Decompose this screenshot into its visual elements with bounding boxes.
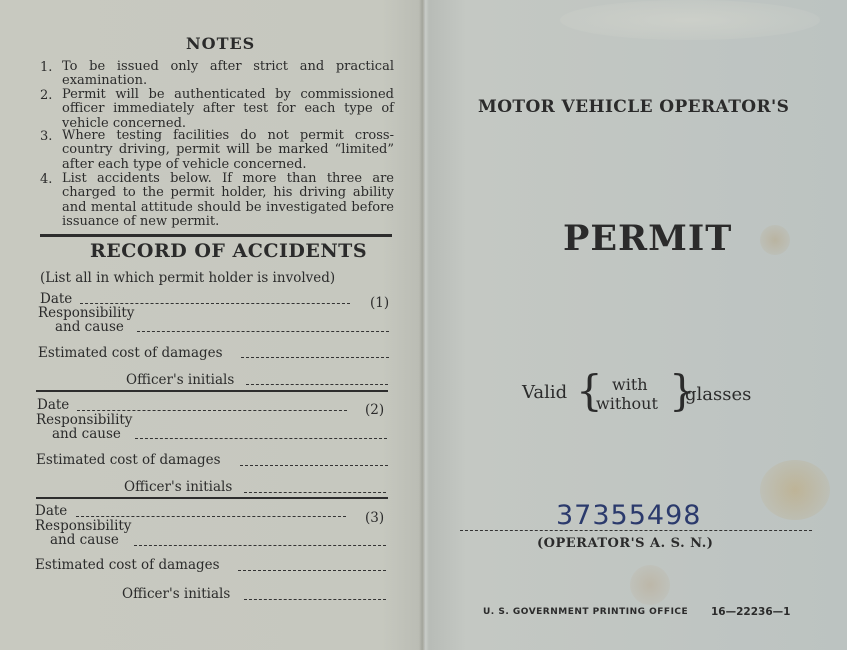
responsibility-label: Responsibility xyxy=(35,518,132,534)
initials-field[interactable] xyxy=(244,599,386,600)
note-text: Permit will be authenticated by commissioned officer immediately after test for each type of vehicle concerned. xyxy=(62,87,394,131)
initials-field[interactable] xyxy=(246,384,388,385)
printer-imprint: U. S. GOVERNMENT PRINTING OFFICE xyxy=(483,607,689,617)
entry-number: (3) xyxy=(365,510,385,526)
date-field[interactable] xyxy=(76,516,346,517)
cost-field[interactable] xyxy=(238,570,386,571)
glasses-label: glasses xyxy=(685,384,752,405)
cost-field[interactable] xyxy=(240,465,388,466)
paper-stain xyxy=(760,460,830,520)
notes-title: NOTES xyxy=(186,34,256,53)
paper-stain xyxy=(760,225,790,255)
cost-field[interactable] xyxy=(241,357,389,358)
responsibility-label: Responsibility xyxy=(38,305,135,321)
cost-label: Estimated cost of damages xyxy=(35,557,220,573)
entry-divider xyxy=(36,497,388,499)
date-label: Date xyxy=(40,291,73,307)
permit-title: PERMIT xyxy=(563,218,733,259)
responsibility-field[interactable] xyxy=(137,331,389,332)
initials-label: Officer's initials xyxy=(124,479,233,495)
date-field[interactable] xyxy=(77,410,347,411)
paper-stain xyxy=(630,565,670,605)
form-number: 16—22236—1 xyxy=(711,606,791,618)
without-option[interactable]: without xyxy=(596,394,658,413)
center-fold xyxy=(419,0,429,650)
left-brace-icon: { xyxy=(576,366,603,415)
date-label: Date xyxy=(35,503,68,519)
record-subtitle: (List all in which permit holder is involved) xyxy=(40,270,336,286)
entry-divider xyxy=(36,390,388,392)
note-text: Where testing facilities do not permit cross-country driving, permit will be marked “limited” after each type of vehicle concerned. xyxy=(62,128,394,172)
note-number: 2. xyxy=(40,88,53,103)
note-number: 1. xyxy=(40,60,53,75)
initials-label: Officer's initials xyxy=(126,372,235,388)
responsibility-field[interactable] xyxy=(135,438,387,439)
cost-label: Estimated cost of damages xyxy=(36,452,221,468)
date-label: Date xyxy=(37,397,70,413)
note-number: 4. xyxy=(40,172,53,187)
note-text: List accidents below. If more than three are charged to the permit holder, his driving ability and mental attitude should be investigated before issuance of new permit. xyxy=(62,171,394,230)
cost-label: Estimated cost of damages xyxy=(38,345,223,361)
asn-label: (OPERATOR'S A. S. N.) xyxy=(537,536,714,551)
section-divider xyxy=(40,234,392,237)
paper-stain xyxy=(560,0,820,40)
with-option[interactable]: with xyxy=(612,375,648,394)
cause-label: and cause xyxy=(52,426,121,442)
initials-label: Officer's initials xyxy=(122,586,231,602)
date-field[interactable] xyxy=(80,303,350,304)
responsibility-label: Responsibility xyxy=(36,412,133,428)
entry-number: (1) xyxy=(370,295,390,311)
note-number: 3. xyxy=(40,129,53,144)
note-text: To be issued only after strict and practical examination. xyxy=(62,59,394,89)
record-title: RECORD OF ACCIDENTS xyxy=(90,240,368,262)
cause-label: and cause xyxy=(50,532,119,548)
operator-asn-value: 37355498 xyxy=(556,500,702,531)
responsibility-field[interactable] xyxy=(134,545,386,546)
entry-number: (2) xyxy=(365,402,385,418)
permit-header: MOTOR VEHICLE OPERATOR'S xyxy=(478,97,790,117)
cause-label: and cause xyxy=(55,319,124,335)
valid-label: Valid xyxy=(522,382,568,403)
right-brace-icon: } xyxy=(669,366,696,415)
initials-field[interactable] xyxy=(244,492,386,493)
asn-field[interactable] xyxy=(460,530,812,531)
